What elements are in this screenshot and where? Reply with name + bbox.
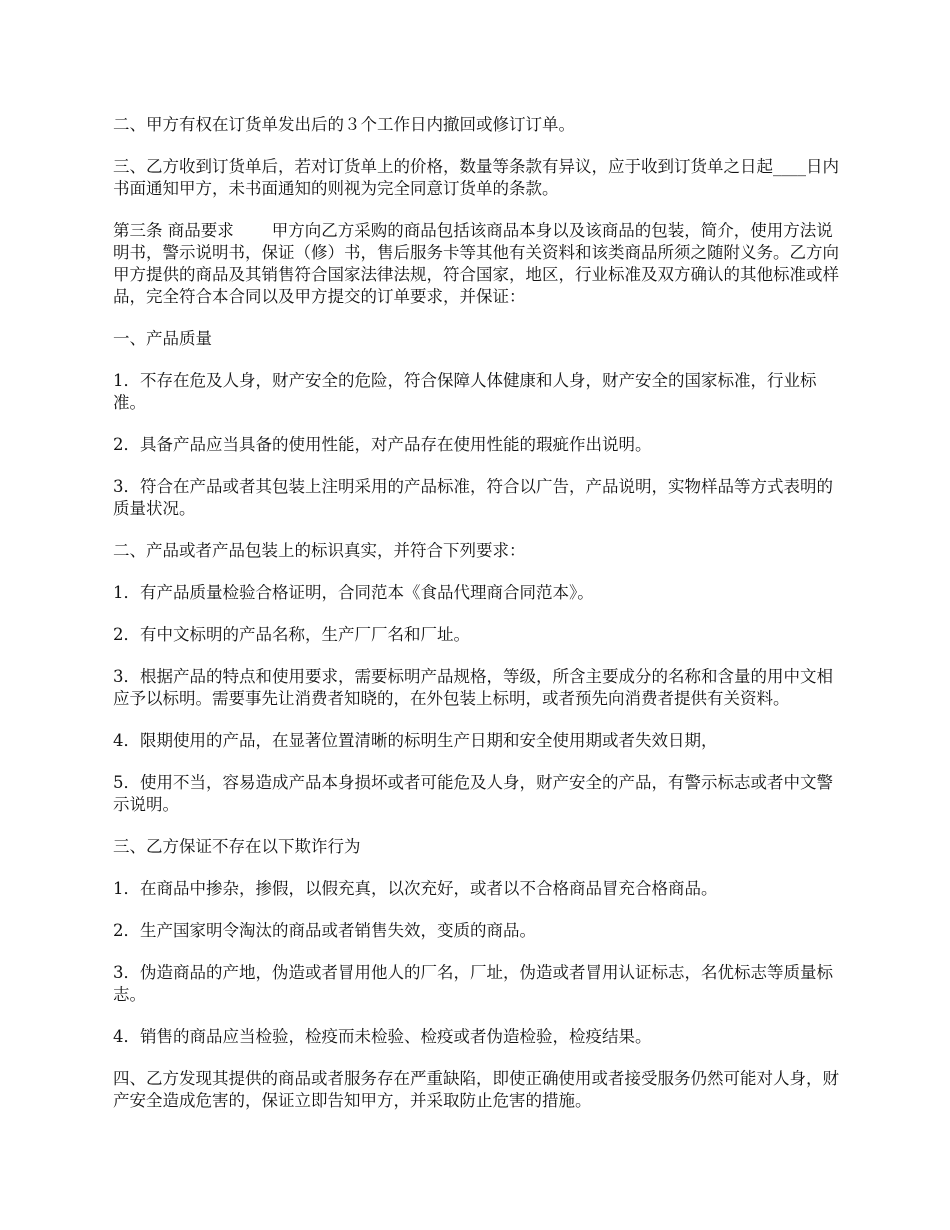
document-body	[113, 114, 843, 1132]
list-item: 1．有产品质量检验合格证明，合同范本《食品代理商合同范本》。	[113, 583, 594, 602]
list-item: 4．限期使用的产品，在显著位置清晰的标明生产日期和安全使用期或者失效日期，	[113, 731, 718, 750]
list-item: 2．具备产品应当具备的使用性能，对产品存在使用性能的瑕疵作出说明。	[113, 435, 652, 454]
list-item: 2．生产国家明令淘汰的商品或者销售失效，变质的商品。	[113, 921, 536, 940]
list-item: 3．符合在产品或者其包装上注明采用的产品标准，符合以广告，产品说明，实物样品等方式表明的质量状况。	[113, 477, 833, 518]
paragraph-withdraw-order: 二、甲方有权在订货单发出后的３个工作日内撤回或修订订单。	[113, 115, 575, 134]
section-labeling: 二、产品或者产品包装上的标识真实，并符合下列要求：	[113, 541, 526, 560]
article-3-body: 甲方向乙方采购的商品包括该商品本身以及该商品的包装，简介，使用方法说明书，警示说明书，保证（修）书，售后服务卡等其他有关资料和该类商品所须之随附义务。乙方向甲方提供的商品及其销售符合国家法律法规，符合国家，地区，行业标准及双方确认的其他标准或样品，完全符合本合同以及甲方提交的订单要求，并保证：	[113, 221, 839, 306]
article-3-heading: 第三条 商品要求	[113, 221, 234, 240]
section-no-fraud: 三、乙方保证不存在以下欺诈行为	[113, 837, 361, 856]
list-item: 3．根据产品的特点和使用要求，需要标明产品规格，等级，所含主要成分的名称和含量的用中文相应予以标明。需要事先让消费者知晓的，在外包装上标明，或者预先向消费者提供有关资料。	[113, 667, 833, 708]
section-defect-notice: 四、乙方发现其提供的商品或者服务存在严重缺陷，即使正确使用或者接受服务仍然可能对人身，财产安全造成危害的，保证立即告知甲方，并采取防止危害的措施。	[113, 1069, 839, 1110]
list-item: 5．使用不当，容易造成产品本身损坏或者可能危及人身，财产安全的产品，有警示标志或者中文警示说明。	[113, 773, 833, 814]
paragraph-objection-notice: 三、乙方收到订货单后，若对订货单上的价格，数量等条款有异议，应于收到订货单之日起____日内书面通知甲方，未书面通知的则视为完全同意订货单的条款。	[113, 157, 839, 198]
paragraph-article-3	[113, 220, 843, 308]
list-item: 2．有中文标明的产品名称，生产厂厂名和厂址。	[113, 625, 470, 644]
list-item: 1．在商品中掺杂，掺假，以假充真，以次充好，或者以不合格商品冒充合格商品。	[113, 879, 718, 898]
list-item: 4．销售的商品应当检验，检疫而未检验、检疫或者伪造检验，检疫结果。	[113, 1027, 652, 1046]
list-item: 1．不存在危及人身，财产安全的危险，符合保障人体健康和人身，财产安全的国家标准，行业标准。	[113, 371, 817, 412]
section-product-quality: 一、产品质量	[113, 329, 212, 348]
list-item: 3．伪造商品的产地，伪造或者冒用他人的厂名，厂址，伪造或者冒用认证标志，名优标志等质量标志。	[113, 963, 833, 1004]
